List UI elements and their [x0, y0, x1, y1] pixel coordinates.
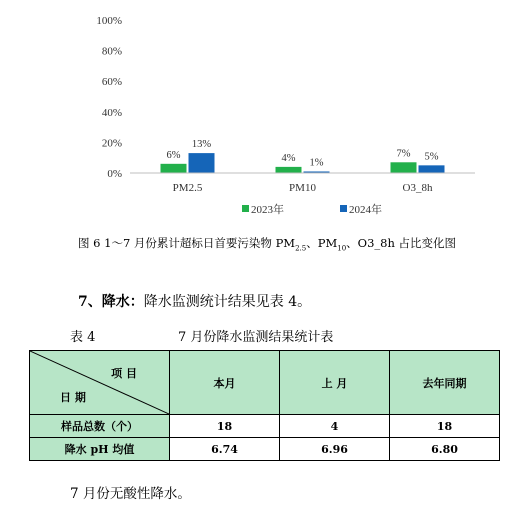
data-label: 13%: [191, 139, 212, 151]
bar-pm10-series-1: [276, 167, 302, 173]
legend-swatch: [242, 205, 249, 212]
x-axis: [130, 173, 475, 194]
data-label: 5%: [424, 151, 439, 163]
pollutant-share-chart: [0, 0, 529, 225]
data-label: 6%: [166, 149, 181, 161]
table-title: 7 月份降水监测结果统计表: [178, 330, 334, 345]
legend-label: 2024年: [349, 204, 382, 216]
caption-pm25-subscript: 2.5: [295, 244, 307, 253]
caption-pm10-subscript: 10: [337, 244, 347, 253]
column-header-last-year: 去年同期: [390, 351, 500, 415]
x-tick-label: PM2.5: [172, 182, 203, 194]
row-label-ph-mean: 降水 pH 均值: [30, 438, 170, 461]
chart-legend: [242, 202, 382, 216]
x-tick-label: PM10: [289, 182, 316, 194]
corner-diagonal-line: [30, 351, 169, 414]
corner-item-label: 项 目: [111, 367, 137, 380]
y-tick-label: 20%: [101, 137, 122, 150]
caption-prefix: 图 6 1～7 月份累计超标日首要污染物 PM: [78, 236, 296, 250]
x-tick-label: O3_8h: [402, 182, 433, 194]
y-tick-label: 0%: [107, 168, 122, 180]
table-cell: 6.80: [390, 438, 500, 461]
precipitation-table: [29, 350, 500, 461]
bar-pm25-series-2: [189, 153, 215, 173]
legend-label: 2023年: [251, 204, 284, 216]
bar-o38h-series-1: [391, 162, 417, 173]
figure-caption: [78, 235, 456, 252]
table-corner-cell: [30, 351, 170, 415]
caption-mid: 、PM: [306, 236, 338, 250]
table-cell: 4: [280, 415, 390, 438]
data-label: 4%: [281, 152, 296, 164]
corner-date-label: 日 期: [60, 391, 86, 404]
y-tick-label: 80%: [101, 45, 122, 58]
y-tick-label: 60%: [101, 76, 122, 89]
caption-suffix: 、O3_8h 占比变化图: [346, 236, 457, 250]
precipitation-section: [78, 291, 311, 311]
table-cell: 18: [390, 415, 500, 438]
column-header-current-month: 本月: [170, 351, 280, 415]
legend-swatch: [340, 205, 347, 212]
table-cell: 6.74: [170, 438, 280, 461]
column-header-last-month: 上 月: [280, 351, 390, 415]
table-header-row: [30, 351, 500, 415]
y-tick-label: 100%: [96, 15, 122, 27]
footer-note: 7 月份无酸性降水。: [70, 486, 191, 502]
data-label: 1%: [309, 157, 324, 169]
table-row: [30, 438, 500, 461]
section-heading: 降水：: [101, 294, 144, 310]
bar-pm25-series-1: [161, 164, 187, 173]
y-tick-label: 40%: [101, 106, 122, 119]
table-label: 表 4: [70, 330, 96, 345]
bar-o38h-series-2: [419, 165, 445, 173]
table-cell: 18: [170, 415, 280, 438]
data-label: 7%: [396, 148, 411, 160]
table-row: [30, 415, 500, 438]
section-number: 7、: [78, 294, 102, 310]
y-axis: [96, 15, 122, 180]
row-label-sample-count: 样品总数（个）: [30, 415, 170, 438]
section-text: 降水监测统计结果见表 4。: [143, 294, 312, 310]
bars: [161, 139, 445, 173]
table-cell: 6.96: [280, 438, 390, 461]
